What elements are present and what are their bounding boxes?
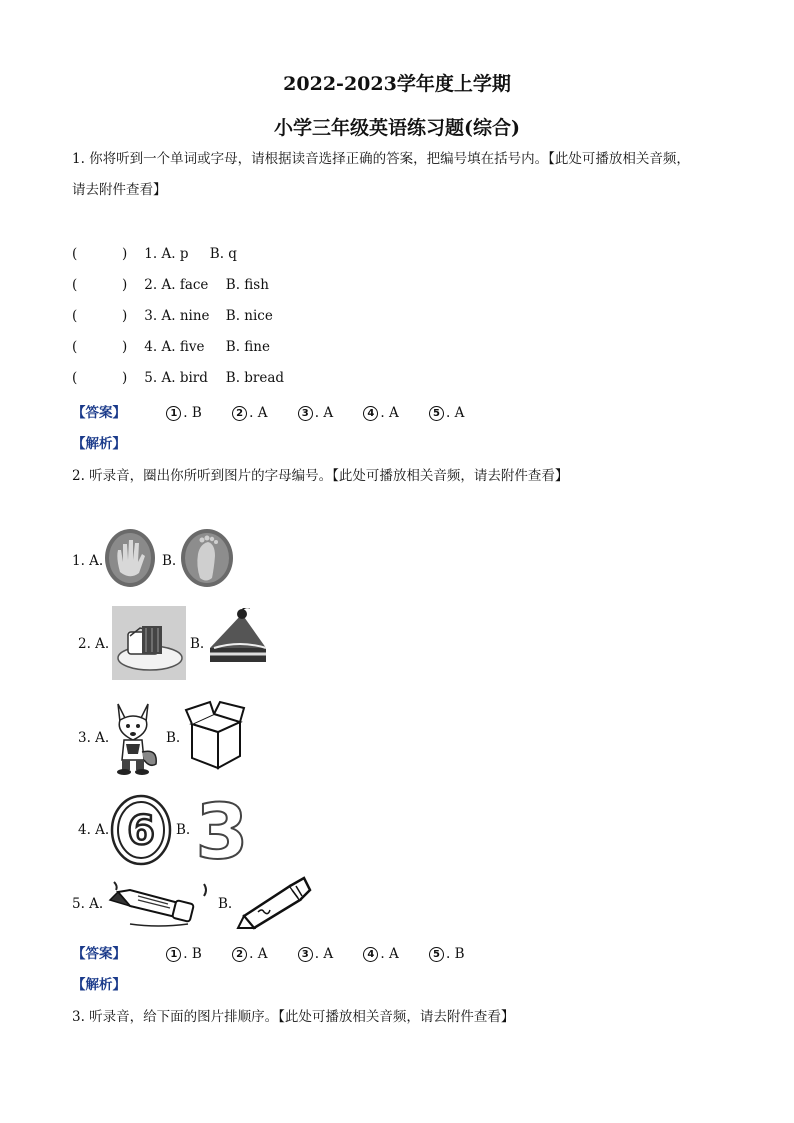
q1-answer: 【答案】 1 . B 2 . A 3 . A 4 . A 5 . A [72,405,465,421]
q1-item: ( ) 1. A. p B. q [72,246,237,262]
q2-item-5-a-label: 5. A. [72,896,104,912]
q1-instructions [72,144,732,206]
circled-number: 2 [232,406,247,421]
q3-instructions: 3. 听录音，给下面的图片排顺序。【此处可播放相关音频，请去附件查看】 [72,1009,515,1025]
circled-number: 1 [166,406,181,421]
hand-icon[interactable] [104,528,156,588]
circled-number: 3 [298,406,313,421]
q1-analysis [72,432,126,452]
q1-item: ( ) 4. A. five B. fine [72,339,270,355]
crayon-icon[interactable] [234,874,314,930]
answer-label: 【答案】 [72,946,126,962]
foot-icon[interactable] [180,528,234,588]
q2-item-3-a-label: 3. A. [78,730,110,746]
answer-label: 【答案】 [72,405,126,421]
page-subtitle: 小学三年级英语练习题(综合) [274,117,520,139]
analysis-label: 【解析】 [72,436,126,452]
q2-item-1-b-label: B. [162,553,177,569]
box-icon[interactable] [184,700,246,772]
circled-number: 5 [429,947,444,962]
page-title: 2022-2023学年度上学期 [283,73,511,95]
q2-item-2-b-label: B. [190,636,205,652]
svg-text:3: 3 [195,794,249,866]
answer-blank[interactable]: ( ) [72,277,128,293]
q1-item: ( ) 5. A. bird B. bread [72,370,285,386]
q1-item: ( ) 2. A. face B. fish [72,277,269,293]
circled-number: 3 [298,947,313,962]
answer-blank[interactable]: ( ) [72,246,128,262]
q1-text-line1: 1. 你将听到一个单词或字母，请根据读音选择正确的答案，把编号填在括号内。【此处可播放相关音频， [72,151,690,167]
answer-blank[interactable]: ( ) [72,339,128,355]
circled-number: 4 [363,947,378,962]
circled-number: 1 [166,947,181,962]
q2-answer: 【答案】 1 . B 2 . A 3 . A 4 . A 5 . B [72,946,465,962]
answer-blank[interactable]: ( ) [72,370,128,386]
circled-number: 4 [363,406,378,421]
cake-icon[interactable] [204,608,274,678]
q1-text-line2: 请去附件查看】 [72,182,167,198]
q2-item-2-a-label: 2. A. [78,636,110,652]
q1-item: ( ) 3. A. nine B. nice [72,308,273,324]
q2-item-5-b-label: B. [218,896,233,912]
analysis-label: 【解析】 [72,977,126,993]
fox-icon[interactable] [106,698,162,778]
circled-number: 2 [232,947,247,962]
q2-item-4-a-label: 4. A. [78,822,110,838]
q2-analysis [72,973,126,993]
svg-text:6: 6 [127,808,155,854]
answer-blank[interactable]: ( ) [72,308,128,324]
q2-instructions: 2. 听录音，圈出你所听到图片的字母编号。【此处可播放相关音频，请去附件查看】 [72,468,569,484]
q2-item-3-b-label: B. [166,730,181,746]
pencil-icon[interactable] [108,880,212,930]
six-icon[interactable] [110,794,172,866]
q2-item-1-a-label: 1. A. [72,553,104,569]
q2-item-4-b-label: B. [176,822,191,838]
circled-number: 5 [429,406,444,421]
bread-icon[interactable] [112,606,186,680]
three-icon[interactable] [192,794,254,866]
